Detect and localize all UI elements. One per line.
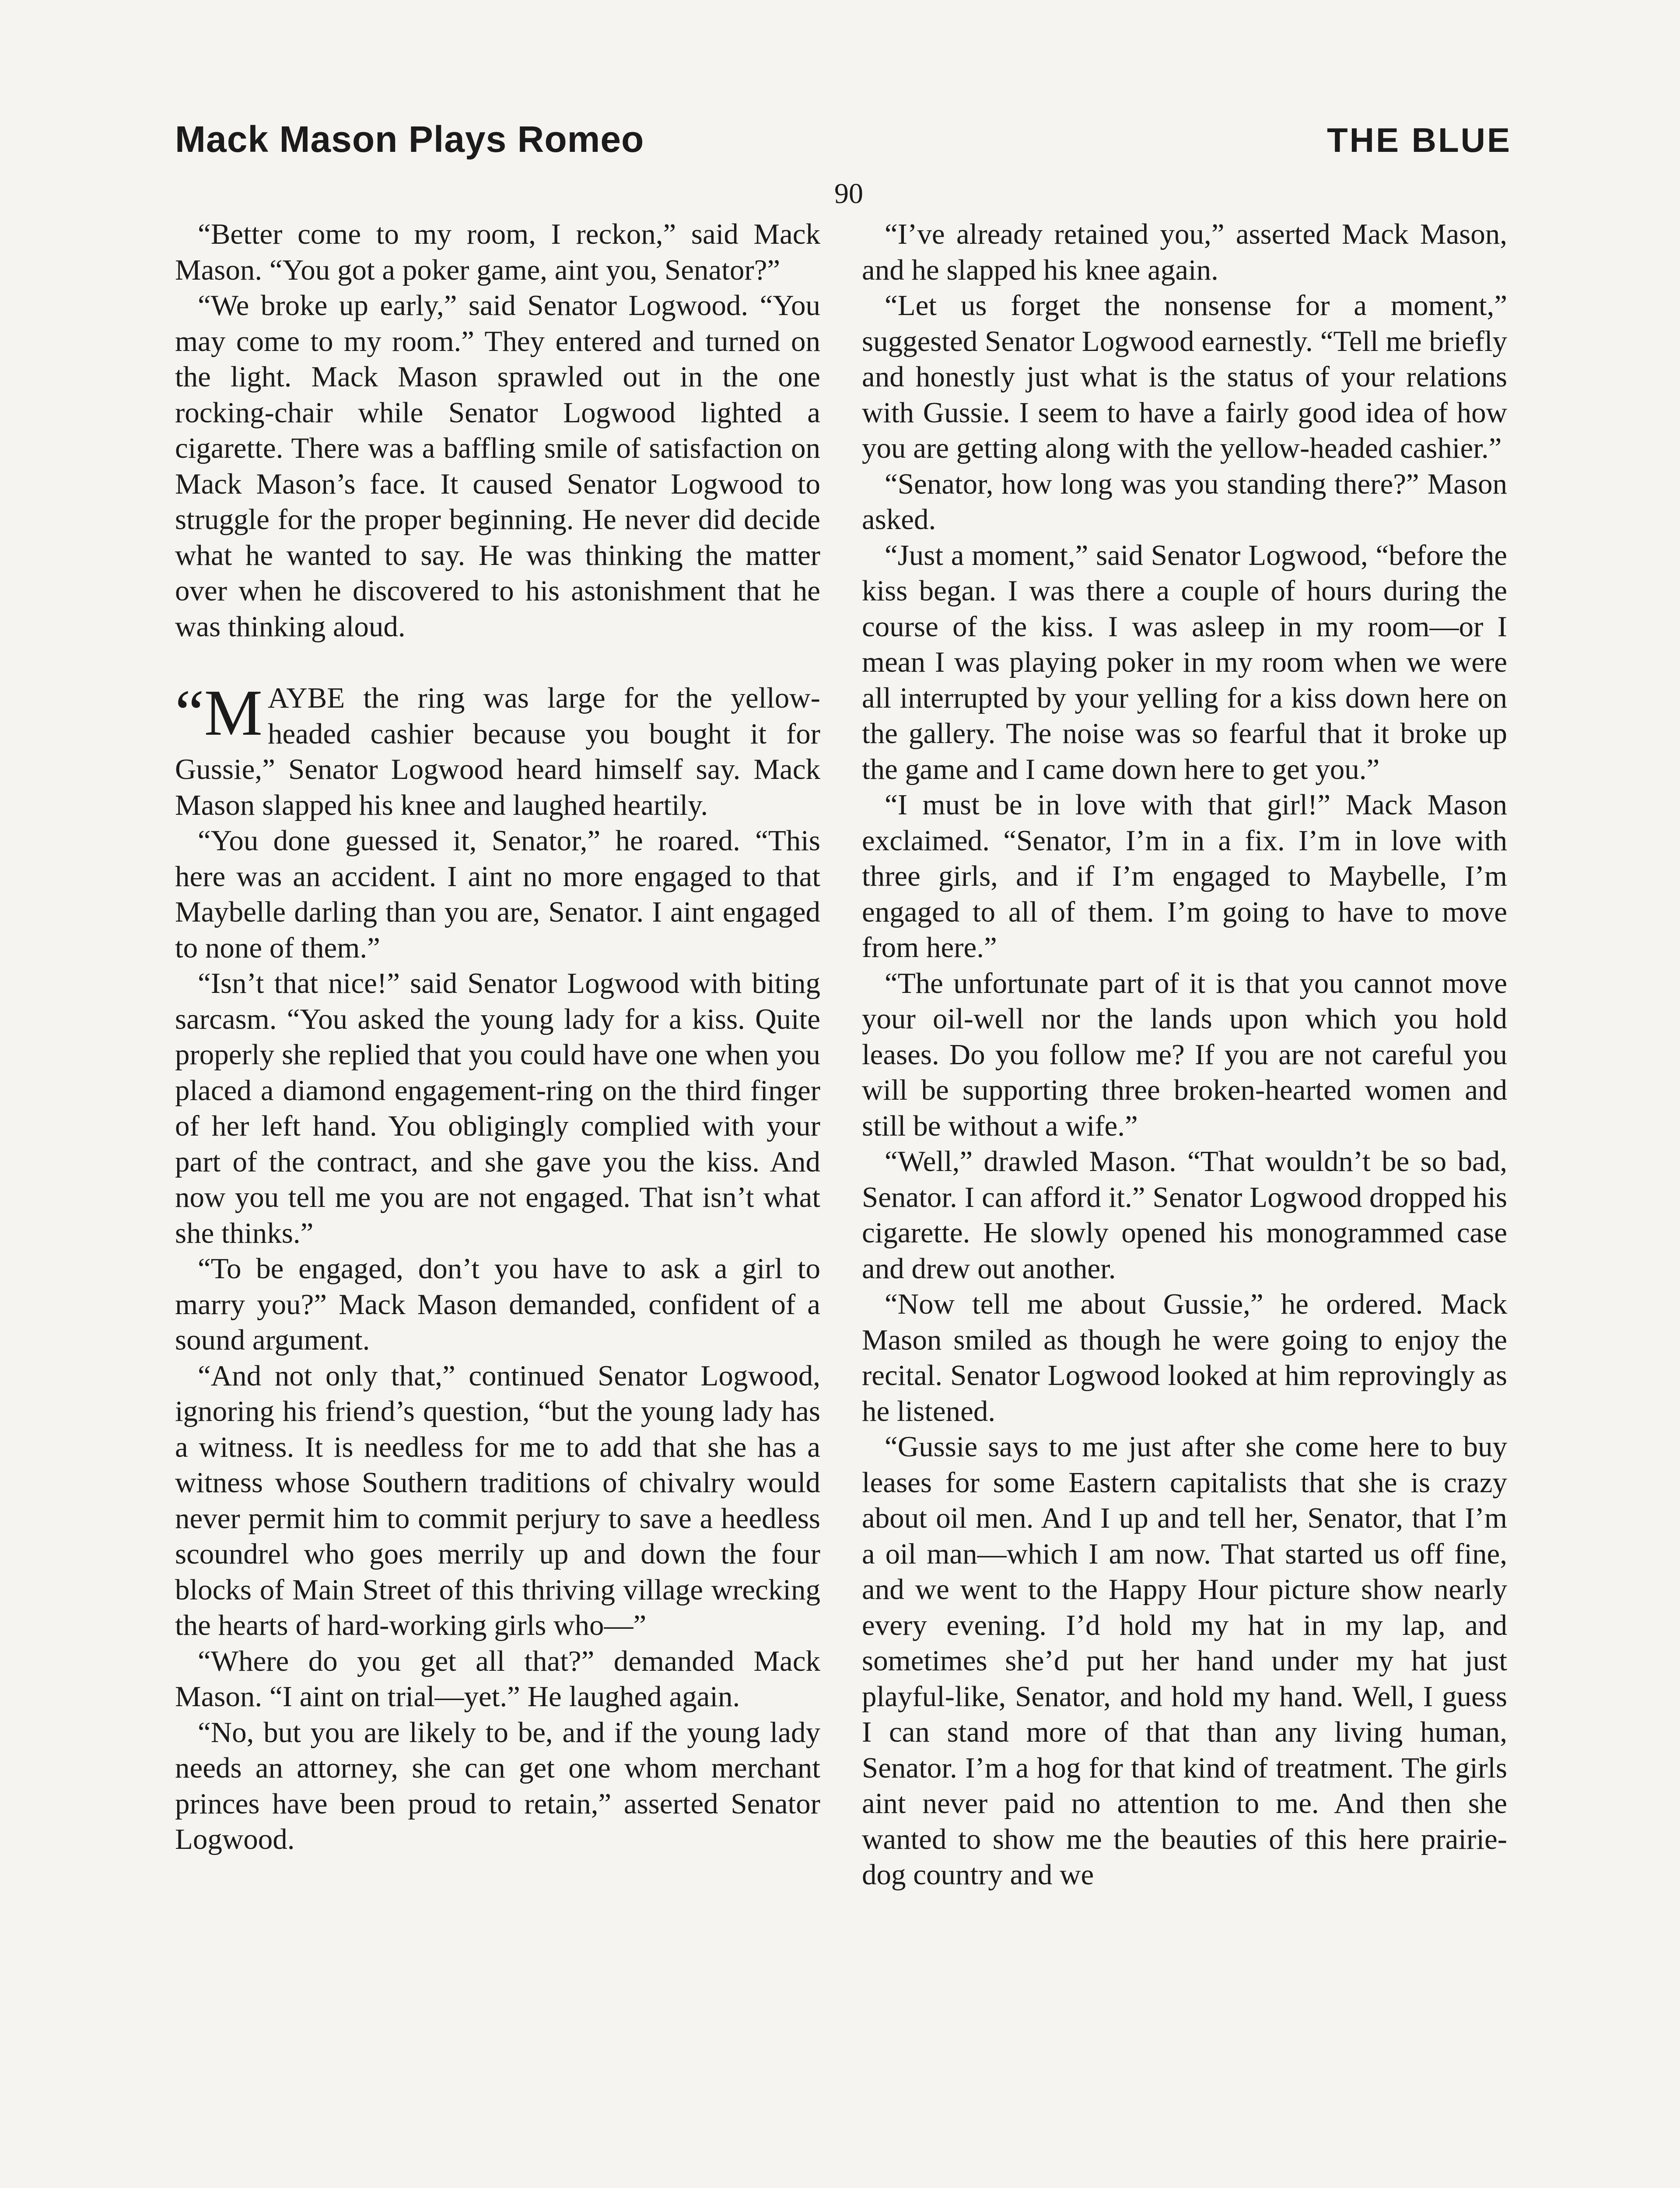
paragraph: “We broke up early,” said Senator Logwood. “You may come to my room.” They entered and turned on the light. Mack Mason sprawled out in the one rocking-chair while Senator Logwood lighted a cigarette. There was a baffling smile of satisfaction on Mack Mason’s face. It caused Senator Logwood to struggle for the proper beginning. He never did decide what he wanted to say. He was thinking the matter over when he discovered to his astonishment that he was thinking aloud. <box>175 289 820 643</box>
section-break <box>175 645 820 680</box>
running-head-magazine-title: THE BLUE <box>1327 121 1512 159</box>
paragraph: “Gussie says to me just after she come here to buy leases for some Eastern capitalists that she is crazy about oil men. And I up and tell her, Senator, that I’m a oil man—which I am now. That started us off fine, and we went to the Happy Hour picture show nearly every evening. I’d hold my hat in my lap, and sometimes she’d put her hand under my hat just playful-like, Senator, and hold my hand. Well, I guess I can stand more of that than any living human, Senator. I’m a hog for that kind of treatment. The girls aint never paid no attention to me. And then she wanted to show me the beauties of this here prairie-dog country and we <box>862 1431 1507 1891</box>
paragraph: “I’ve already retained you,” asserted Mack Mason, and he slapped his knee again. <box>862 218 1507 286</box>
paragraph-text: AYBE the ring was large for the yellow-headed cashier because you bought it for Gussie,” Senator Logwood heard himself say. Mack Mason slapped his knee and laughed heartily. <box>175 682 820 821</box>
page-number: 90 <box>834 178 863 210</box>
paragraph: “The unfortunate part of it is that you cannot move your oil-well nor the lands upon which you hold leases. Do you follow me? If you are not careful you will be supporting three broken-hearted women and still be without a wife.” <box>862 967 1507 1142</box>
paragraph: “I must be in love with that girl!” Mack Mason exclaimed. “Senator, I’m in a fix. I’m in love with three girls, and if I’m engaged to Maybelle, I’m engaged to all of them. I’m going to have to move from here.” <box>862 789 1507 964</box>
paragraph: “And not only that,” continued Senator Logwood, ignoring his friend’s question, “but the young lady has a witness. It is needless for me to add that she has a witness whose Southern traditions of chivalry would never permit him to commit perjury to save a heedless scoundrel who goes merrily up and down the four blocks of Main Street of this thriving village wrecking the hearts of hard-working girls who—” <box>175 1359 820 1641</box>
drop-cap-paragraph <box>175 677 820 823</box>
text-column-left <box>175 217 820 1858</box>
paragraph: “You done guessed it, Senator,” he roared. “This here was an accident. I aint no more engaged to that Maybelle darling than you are, Senator. I aint engaged to none of them.” <box>175 824 820 964</box>
paragraph: “Let us forget the nonsense for a moment,” suggested Senator Logwood earnestly. “Tell me briefly and honestly just what is the status of your relations with Gussie. I seem to have a fairly good idea of how you are getting along with the yellow-headed cashier.” <box>862 289 1507 464</box>
running-head-story-title: Mack Mason Plays Romeo <box>175 119 644 160</box>
paragraph: “Senator, how long was you standing there?” Mason asked. <box>862 467 1507 536</box>
paragraph: “Just a moment,” said Senator Logwood, “before the kiss began. I was there a couple of hours during the course of the kiss. I was asleep in my room—or I mean I was playing poker in my room when we were all interrupted by your yelling for a kiss down here on the gallery. The noise was so fearful that it broke up the game and I came down here to get you.” <box>862 539 1507 785</box>
paragraph: “Isn’t that nice!” said Senator Logwood with biting sarcasm. “You asked the young lady for a kiss. Quite properly she replied that you could have one when you placed a diamond engagement-ring on the third finger of her left hand. You obligingly complied with your part of the contract, and she gave you the kiss. And now you tell me you are not engaged. That isn’t what she thinks.” <box>175 967 820 1249</box>
paragraph: “Where do you get all that?” demanded Mack Mason. “I aint on trial—yet.” He laughed again. <box>175 1645 820 1713</box>
text-column-right <box>862 217 1507 1893</box>
paragraph: “No, but you are likely to be, and if the young lady needs an attorney, she can get one whom merchant princes have been proud to retain,” asserted Senator Logwood. <box>175 1716 820 1855</box>
paragraph: “To be engaged, don’t you have to ask a girl to marry you?” Mack Mason demanded, confident of a sound argument. <box>175 1252 820 1356</box>
drop-cap-initial: “M <box>175 677 262 749</box>
paragraph: “Well,” drawled Mason. “That wouldn’t be so bad, Senator. I can afford it.” Senator Logwood dropped his cigarette. He slowly opened his monogrammed case and drew out another. <box>862 1145 1507 1285</box>
paragraph: “Now tell me about Gussie,” he ordered. Mack Mason smiled as though he were going to enjoy the recital. Senator Logwood looked at him reprovingly as he listened. <box>862 1288 1507 1427</box>
paragraph: “Better come to my room, I reckon,” said Mack Mason. “You got a poker game, aint you, Senator?” <box>175 218 820 286</box>
